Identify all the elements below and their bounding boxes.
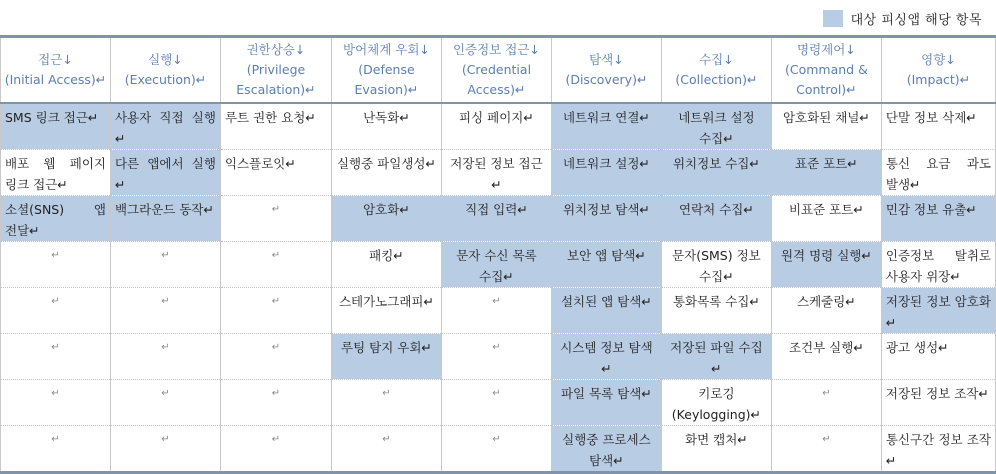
table-cell: 인증정보 탈취로 사용자 위장↵: [881, 242, 995, 288]
table-cell: 저장된 정보 암호화↵: [881, 288, 995, 334]
column-header-en: (Impact)↵: [906, 72, 971, 87]
table-cell: 암호화↵: [331, 196, 441, 242]
table-cell: 통신구간 정보 조작↵: [881, 426, 995, 473]
column-header: [110, 37, 220, 104]
table-cell: ↵: [110, 380, 220, 426]
table-cell: ↵: [110, 288, 220, 334]
table-cell: ↵: [220, 380, 331, 426]
table-cell: 난독화↵: [331, 103, 441, 150]
table-row: [1, 150, 996, 196]
table-cell: 패킹↵: [331, 242, 441, 288]
table-cell: 암호화된 채널↵: [771, 103, 881, 150]
table-cell: 통신 요금 과도 발생↵: [881, 150, 995, 196]
table-cell: 화면 캡처↵: [661, 426, 771, 473]
column-header: [1, 37, 111, 104]
column-header-ko: 접근↓: [38, 52, 73, 67]
table-cell: 표준 포트↵: [771, 150, 881, 196]
table-cell: ↵: [771, 380, 881, 426]
header-row: [1, 37, 996, 104]
table-cell: 위치정보 탐색↵: [551, 196, 661, 242]
column-header: [661, 37, 771, 104]
table-cell: ↵: [1, 380, 111, 426]
column-header: [551, 37, 661, 104]
column-header-en: (Execution)↵: [124, 72, 207, 87]
legend: [823, 8, 982, 28]
column-header: [441, 37, 551, 104]
column-header-en: (Credential Access)↵: [461, 62, 532, 97]
table-cell: ↵: [441, 426, 551, 473]
table-cell: 저장된 정보 접근↵: [441, 150, 551, 196]
table-cell: ↵: [331, 380, 441, 426]
column-header: [771, 37, 881, 104]
table-cell: ↵: [220, 426, 331, 473]
column-header-ko: 명령제어↓: [797, 42, 856, 57]
table-cell: 스케줄링↵: [771, 288, 881, 334]
table-row: [1, 196, 996, 242]
table-cell: 통화목록 수집↵: [661, 288, 771, 334]
table-cell: ↵: [110, 242, 220, 288]
table-cell: 시스템 정보 탐색↵: [551, 334, 661, 380]
column-header-ko: 수집↓: [699, 52, 734, 67]
table-cell: 루트 권한 요청↵: [220, 103, 331, 150]
table-cell: ↵: [441, 288, 551, 334]
table-cell: 키로깅(Keylogging)↵: [661, 380, 771, 426]
tactics-table: [0, 35, 996, 474]
table-cell: 저장된 정보 조작↵: [881, 380, 995, 426]
table-cell: 문자(SMS) 정보 수집↵: [661, 242, 771, 288]
table-cell: 민감 정보 유출↵: [881, 196, 995, 242]
table-row: [1, 380, 996, 426]
table-cell: 배포 웹 페이지 링크 접근↵: [1, 150, 111, 196]
table-cell: 루팅 탐지 우회↵: [331, 334, 441, 380]
table-cell: 파일 목록 탐색↵: [551, 380, 661, 426]
table-cell: 백그라운드 동작↵: [110, 196, 220, 242]
table-cell: 스테가노그래피↵: [331, 288, 441, 334]
column-header-ko: 실행↓: [148, 52, 183, 67]
table-cell: 직접 입력↵: [441, 196, 551, 242]
table-cell: 단말 정보 삭제↵: [881, 103, 995, 150]
table-cell: 피싱 페이지↵: [441, 103, 551, 150]
column-header-ko: 인증정보 접근↓: [452, 42, 540, 57]
table-cell: 네트워크 연결↵: [551, 103, 661, 150]
table-cell: 소셜(SNS) 앱 전달↵: [1, 196, 111, 242]
legend-label: 대상 피싱앱 해당 항목: [850, 12, 982, 28]
table-row: [1, 242, 996, 288]
table-cell: 설치된 앱 탐색↵: [551, 288, 661, 334]
table-cell: 네트워크 설정 수집↵: [661, 103, 771, 150]
column-header-en: (Initial Access)↵: [4, 72, 107, 87]
attack-matrix: [0, 35, 996, 468]
table-cell: 사용자 직접 실행↵: [110, 103, 220, 150]
column-header-ko: 방어체계 우회↓: [343, 42, 430, 57]
table-cell: ↵: [441, 334, 551, 380]
table-row: [1, 103, 996, 150]
column-header-en: (Defense Evasion)↵: [354, 62, 419, 97]
table-cell: 연락처 수집↵: [661, 196, 771, 242]
table-cell: ↵: [441, 380, 551, 426]
table-cell: ↵: [331, 426, 441, 473]
table-cell: ↵: [771, 426, 881, 473]
legend-swatch: [823, 10, 843, 27]
column-header-ko: 탐색↓: [589, 52, 624, 67]
table-cell: 광고 생성↵: [881, 334, 995, 380]
table-body: [1, 103, 996, 473]
column-header: [331, 37, 441, 104]
table-cell: 보안 앱 탐색↵: [551, 242, 661, 288]
table-cell: ↵: [110, 426, 220, 473]
table-cell: 문자 수신 목록 수집↵: [441, 242, 551, 288]
column-header: [220, 37, 331, 104]
column-header: [881, 37, 995, 104]
table-cell: ↵: [220, 242, 331, 288]
table-cell: 저장된 파일 수집↵: [661, 334, 771, 380]
table-cell: 원격 명령 실행↵: [771, 242, 881, 288]
table-cell: 비표준 포트↵: [771, 196, 881, 242]
table-cell: ↵: [1, 242, 111, 288]
table-row: [1, 288, 996, 334]
table-cell: ↵: [220, 288, 331, 334]
table-cell: ↵: [1, 288, 111, 334]
table-cell: 실행중 파일생성↵: [331, 150, 441, 196]
column-header-en: (Collection)↵: [675, 72, 758, 87]
table-cell: 위치정보 수집↵: [661, 150, 771, 196]
table-cell: ↵: [220, 334, 331, 380]
column-header-ko: 영향↓: [921, 52, 956, 67]
table-cell: ↵: [1, 334, 111, 380]
table-cell: 조건부 실행↵: [771, 334, 881, 380]
table-cell: SMS 링크 접근↵: [1, 103, 111, 150]
column-header-en: (Discovery)↵: [565, 72, 648, 87]
table-cell: 실행중 프로세스 탐색↵: [551, 426, 661, 473]
column-header-ko: 권한상승↓: [246, 42, 306, 57]
column-header-en: (Command & Control)↵: [784, 62, 868, 97]
table-cell: ↵: [1, 426, 111, 473]
table-row: [1, 426, 996, 473]
table-cell: 익스플로잇↵: [220, 150, 331, 196]
table-cell: ↵: [220, 196, 331, 242]
table-row: [1, 334, 996, 380]
table-cell: ↵: [110, 334, 220, 380]
table-cell: 네트워크 설정↵: [551, 150, 661, 196]
table-cell: 다른 앱에서 실행↵: [110, 150, 220, 196]
column-header-en: (Privilege Escalation)↵: [236, 62, 316, 97]
